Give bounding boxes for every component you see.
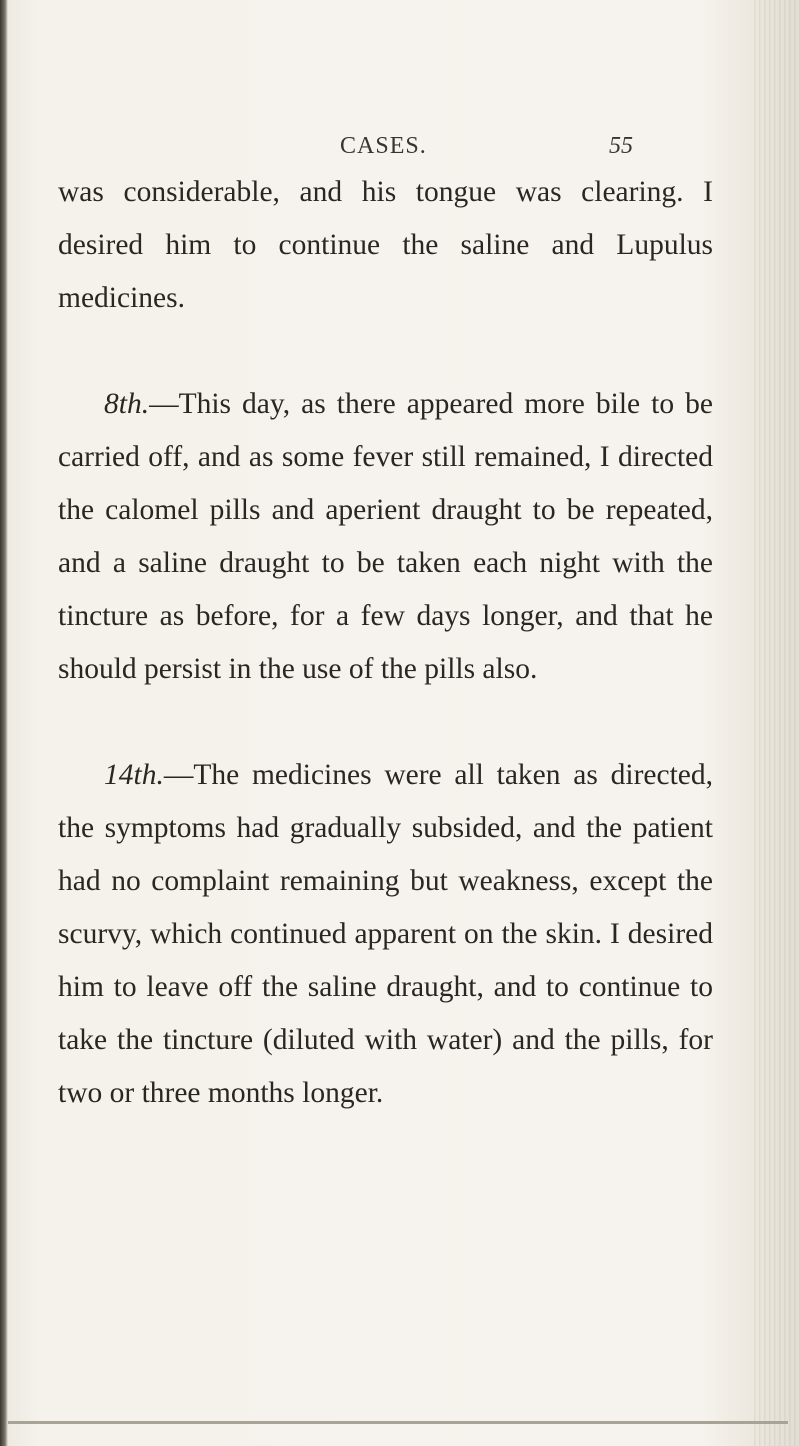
page-edge — [754, 0, 800, 1446]
body-text — [58, 166, 713, 1120]
page-spine-shadow — [0, 0, 8, 1446]
paragraph-text: —This day, as there appeared more bile to be carried off, and as some fever still remained, I directed the calomel pills and aperient draught to be repeated, and a saline draught to be taken each night with the tincture as before, for a few days longer, and that he should persist in the use of the pills also. — [58, 388, 713, 685]
entry-date: 8th. — [104, 388, 150, 420]
page-number: 55 — [609, 133, 633, 159]
running-head — [0, 133, 800, 161]
paragraph-text: —The medicines were all taken as directed, the symptoms had gradually subsided, and the patient had no complaint remaining but weakness, except the scurvy, which continued apparent on the skin. I desired him to leave off the saline draught, and to continue to take the tincture (diluted with water) and the pills, for two or three months longer. — [58, 759, 713, 1109]
paragraph-14th — [58, 749, 713, 1120]
running-title: CASES. — [340, 133, 427, 159]
entry-date: 14th. — [104, 759, 164, 791]
paragraph-8th — [58, 378, 713, 696]
paragraph-text: was considerable, and his tongue was clearing. I desired him to continue the saline and Lupulus medicines. — [58, 176, 713, 314]
paragraph-continuation — [58, 166, 713, 325]
page-bottom-edge — [8, 1421, 788, 1424]
